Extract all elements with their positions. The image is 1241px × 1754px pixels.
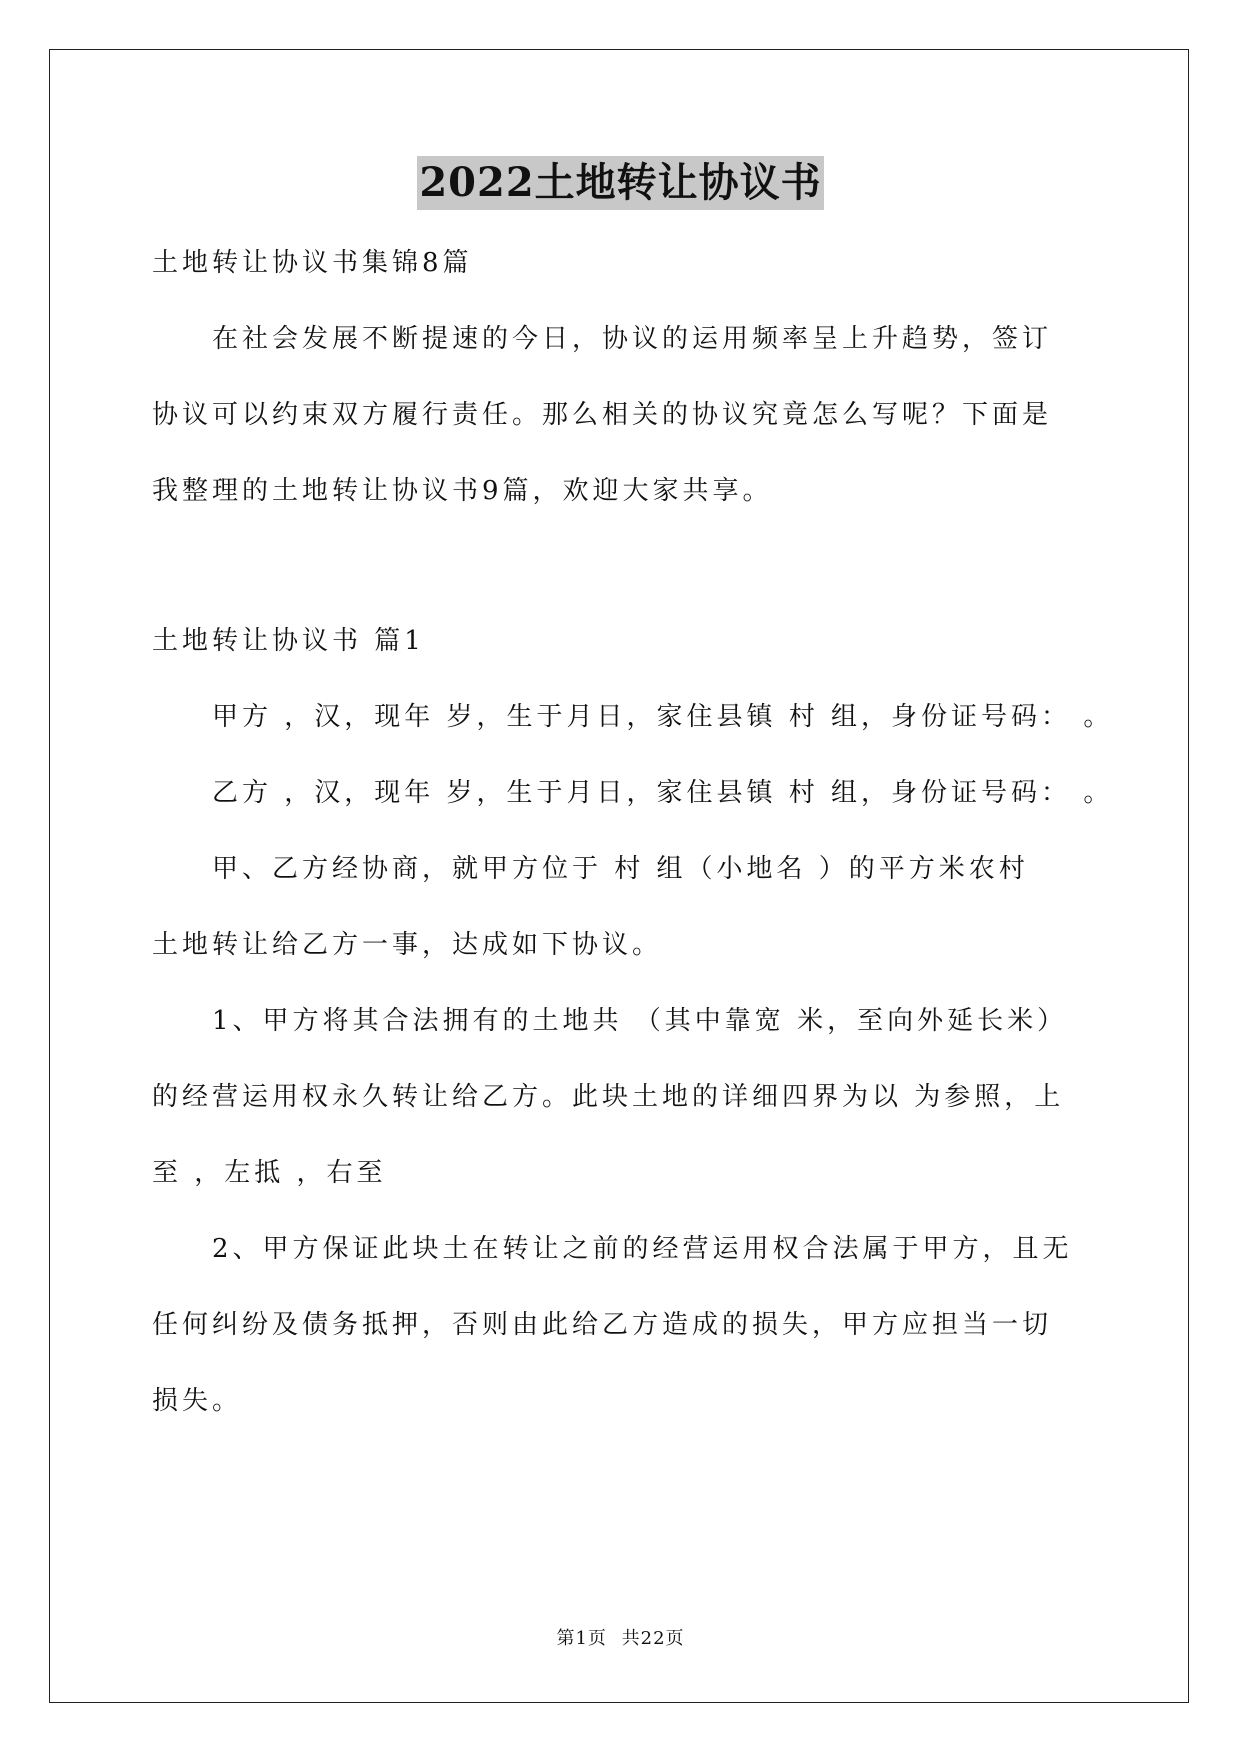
intro-line-2: 协议可以约束双方履行责任。那么相关的协议究竟怎么写呢？下面是 xyxy=(152,400,1053,430)
section-heading: 土地转让协议书 篇1 xyxy=(152,626,425,656)
intro-line-3: 我整理的土地转让协议书9篇，欢迎大家共享。 xyxy=(152,476,773,506)
page-number: 第1页 xyxy=(556,1628,607,1649)
document-title: 2022土地转让协议书 xyxy=(417,156,823,210)
clause-2-line-3: 损失。 xyxy=(152,1386,243,1416)
clause-1-line-1: 1、甲方将其合法拥有的土地共 （其中靠宽 米，至向外延长米） xyxy=(212,1006,1068,1036)
document-subtitle: 土地转让协议书集锦8篇 xyxy=(152,248,473,278)
clause-1-line-2: 的经营运用权永久转让给乙方。此块土地的详细四界为以 为参照，上 xyxy=(152,1082,1065,1112)
party-b-line: 乙方 ，汉，现年 岁，生于月日，家住县镇 村 组，身份证号码： 。 xyxy=(212,778,1114,808)
intro-line-1: 在社会发展不断提速的今日，协议的运用频率呈上升趋势，签订 xyxy=(212,324,1053,354)
agreement-intro-line-2: 土地转让给乙方一事，达成如下协议。 xyxy=(152,930,663,960)
page-footer xyxy=(0,1624,1241,1650)
clause-2-line-1: 2、甲方保证此块土在转让之前的经营运用权合法属于甲方，且无 xyxy=(212,1234,1073,1264)
clause-2-line-2: 任何纠纷及债务抵押，否则由此给乙方造成的损失，甲方应担当一切 xyxy=(152,1310,1053,1340)
page-total: 共22页 xyxy=(621,1628,685,1649)
agreement-intro-line-1: 甲、乙方经协商，就甲方位于 村 组（小地名 ）的平方米农村 xyxy=(212,854,1029,884)
title-container xyxy=(0,156,1241,210)
party-a-line: 甲方 ，汉，现年 岁，生于月日，家住县镇 村 组，身份证号码： 。 xyxy=(212,702,1114,732)
clause-1-line-3: 至 ，左抵 ，右至 xyxy=(152,1158,387,1188)
